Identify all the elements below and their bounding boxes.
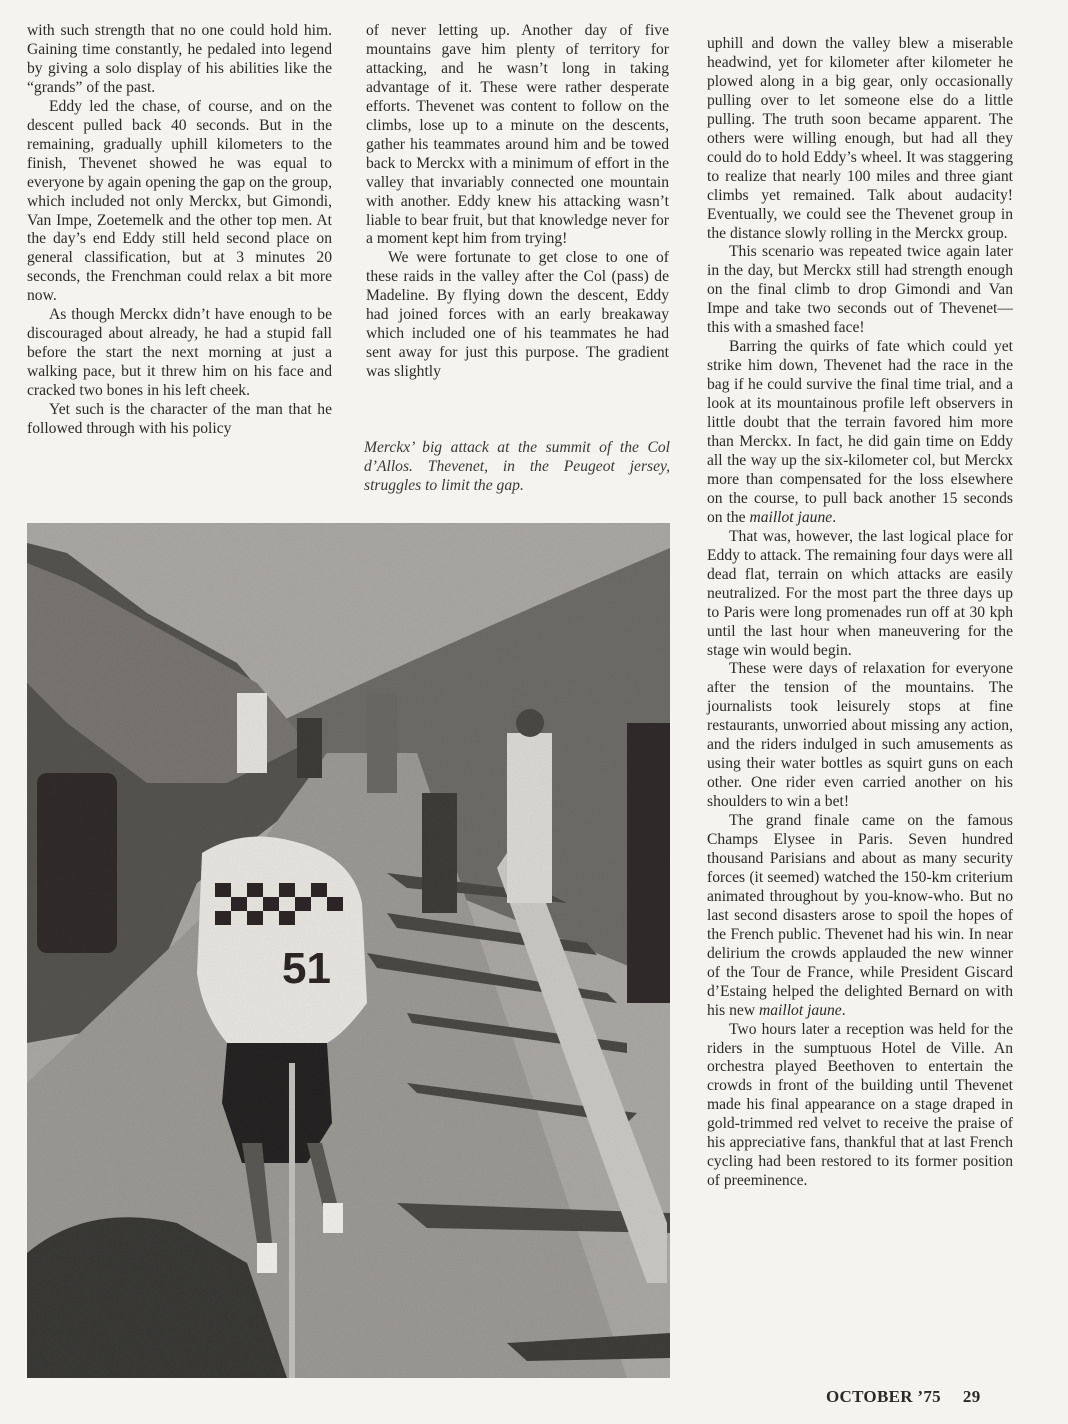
photo-caption: Merckx’ big attack at the summit of the Col d’Allos. Thevenet, in the Peugeot jersey, struggles to limit the gap. [364, 439, 670, 494]
page-footer [826, 1387, 981, 1407]
paragraph: of never letting up. Another day of five mountains gave him plenty of territory for attacking, and he wasn’t long in taking advantage of it. These were rather desperate efforts. Thevenet was content to follow on the climbs, lose up to a minute on the descents, gather his teammates around him and be towed back to Merckx with a minimum of effort in the valley that invariably connected one mountain with another. Eddy knew his attacking wasn’t liable to bear fruit, but that knowledge never for a moment kept him from trying! [366, 22, 669, 248]
cyclist-photo-illustration [27, 523, 670, 1378]
page-number: 29 [962, 1387, 981, 1406]
article-column-1 [27, 22, 332, 439]
paragraph: As though Merckx didn’t have enough to be discouraged about already, he had a stupid fall before the start the next morning at just a walking pace, but it threw him on his face and cracked two bones in his left cheek. [27, 306, 332, 400]
svg-text:51: 51 [282, 944, 331, 993]
paragraph: These were days of relaxation for everyone after the tension of the mountains. The journalists took leisurely stops at fine restaurants, unworried about missing any action, and the riders indulged in such amusements as using their water bottles as squirt guns on each other. One rider even carried another on his shoulders to win a bet! [707, 660, 1013, 811]
paragraph: Yet such is the character of the man that he followed through with his policy [27, 401, 332, 438]
article-column-3 [707, 35, 1013, 1191]
paragraph: with such strength that no one could hold him. Gaining time constantly, he pedaled into legend by giving a solo display of his abilities like the “grands” of the past. [27, 22, 332, 96]
paragraph: We were fortunate to get close to one of these raids in the valley after the Col (pass) de Madeline. By flying down the descent, Eddy had joined forces with an early breakaway which included one of his teammates he had sent away for just this purpose. The gradient was slightly [366, 249, 669, 381]
paragraph: Two hours later a reception was held for the riders in the sumptuous Hotel de Ville. An orchestra played Beethoven to entertain the crowds in front of the building until Thevenet made his final appearance on a stage draped in gold-trimmed red velvet to receive the praise of his appreciative fans, thankful that at last French cycling had been restored to its former position of preeminence. [707, 1020, 1013, 1190]
issue-date: OCTOBER ’75 [826, 1387, 941, 1406]
paragraph: Eddy led the chase, of course, and on the descent pulled back 40 seconds. But in the remaining, gradually uphill kilometers to the finish, Thevenet showed he was equal to everyone by again opening the gap on the group, which included not only Merckx, but Gimondi, Van Impe, Zoetemelk and the other top men. At the day’s end Eddy still held second place on general classification, but at 3 minutes 20 seconds, the Frenchman could relax a bit more now. [27, 97, 332, 305]
paragraph: uphill and down the valley blew a miserable headwind, yet for kilometer after kilometer he plowed along in a big gear, only occasionally pulling over to let someone else do a little pulling. The truth soon became apparent. The others were willing enough, but had all they could do to hold Eddy’s wheel. It was staggering to realize that nearly 100 miles and three giant climbs yet remained. Talk about audacity! Eventually, we could see the Thevenet group in the distance slowly rolling in the Merckx group. [707, 35, 1013, 242]
paragraph: The grand finale came on the famous Champs Elysee in Paris. Seven hundred thousand Parisians and about as many security forces (it seemed) watched the 150-km criterium animated throughout by you-know-who. But no last second disasters arose to spoil the hopes of the French public. Thevenet had his win. In near delirium the crowds applauded the new winner of the Tour de France, while President Giscard d’Estaing helped the delighted Bernard on with his new maillot jaune. [707, 812, 1013, 1019]
paragraph: This scenario was repeated twice again later in the day, but Merckx still had strength enough on the final climb to drop Gimondi and Van Impe and take two seconds out of Thevenet—this with a smashed face! [707, 243, 1013, 337]
race-photo [27, 523, 670, 1378]
paragraph: That was, however, the last logical place for Eddy to attack. The remaining four days were all dead flat, terrain on which attacks are easily neutralized. For the most part the three days up to Paris were long promenades run off at 30 kph until the last hour when maneuvering for the stage win would begin. [707, 527, 1013, 659]
article-column-2 [366, 22, 669, 382]
paragraph: Barring the quirks of fate which could yet strike him down, Thevenet had the race in the bag if he could survive the final time trial, and a look at its mountainous profile left observers in little doubt that the terrain favored him more than Merckx. In fact, he did gain time on Eddy all the way up the six-kilometer col, but Merckx more than compensated for the loss elsewhere on the course, to pull back another 15 seconds on the maillot jaune. [707, 338, 1013, 526]
